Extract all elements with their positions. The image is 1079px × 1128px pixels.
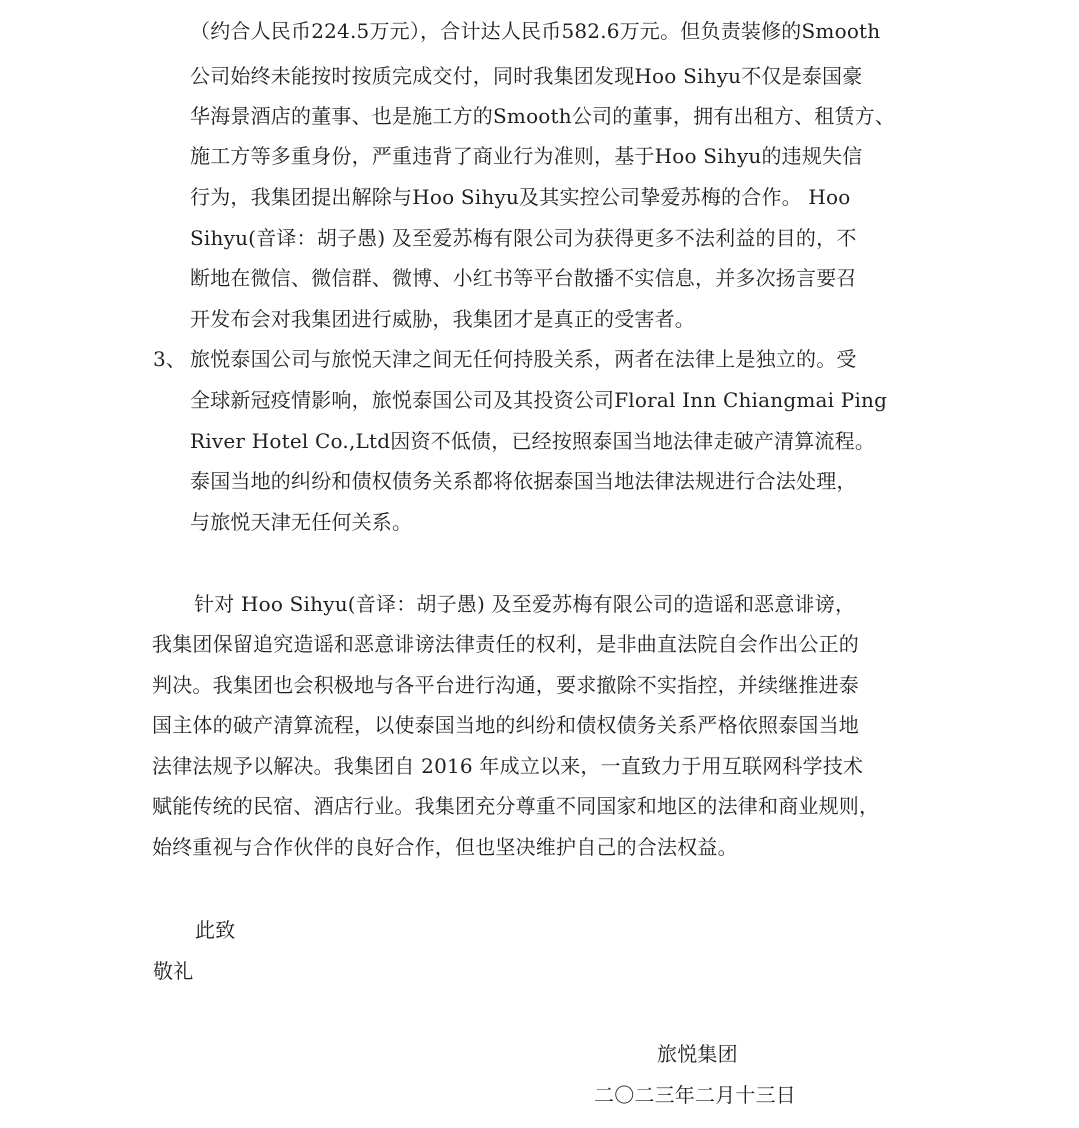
text-line: 法律法规予以解决。我集团自 2016 年成立以来，一直致力于用互联网科学技术 <box>152 754 864 778</box>
text-line: 判决。我集团也会积极地与各平台进行沟通，要求撤除不实指控，并续继推进泰 <box>152 673 859 697</box>
signature-organization: 旅悦集团 <box>657 1042 738 1066</box>
text-line: 华海景酒店的董事、也是施工方的Smooth公司的董事，拥有出租方、租赁方、 <box>190 104 896 128</box>
text-line: 始终重视与合作伙伴的良好合作，但也坚决维护自己的合法权益。 <box>152 835 738 859</box>
item-text-line: River Hotel Co.,Ltd因资不低债，已经按照泰国当地法律走破产清算流程。 <box>190 429 876 453</box>
text-line: 断地在微信、微信群、微博、小红书等平台散播不实信息，并多次扬言要召 <box>190 266 857 290</box>
closing-line-1: 此致 <box>195 918 236 942</box>
text-line: 公司始终未能按时按质完成交付，同时我集团发现Hoo Sihyu不仅是泰国豪 <box>190 64 863 88</box>
signature-date: 二〇二三年二月十三日 <box>594 1083 796 1107</box>
item-text-line: 与旅悦天津无任何关系。 <box>190 510 413 534</box>
text-line: 施工方等多重身份，严重违背了商业行为准则，基于Hoo Sihyu的违规失信 <box>190 144 863 168</box>
text-line: 行为，我集团提出解除与Hoo Sihyu及其实控公司挚爱苏梅的合作。 Hoo <box>190 185 851 209</box>
item-number: 3、 <box>153 347 187 371</box>
text-line: 我集团保留追究造谣和恶意诽谤法律责任的权利，是非曲直法院自会作出公正的 <box>152 632 859 656</box>
item-text-line: 全球新冠疫情影响，旅悦泰国公司及其投资公司Floral Inn Chiangmai Ping <box>190 388 888 412</box>
closing-line-2: 敬礼 <box>153 959 194 983</box>
item-text-line: 泰国当地的纠纷和债权债务关系都将依据泰国当地法律法规进行合法处理， <box>190 469 857 493</box>
text-line: （约合人民币224.5万元），合计达人民币582.6万元。但负责装修的Smooth <box>190 19 881 43</box>
text-line: 开发布会对我集团进行威胁，我集团才是真正的受害者。 <box>190 307 695 331</box>
item-text-line: 旅悦泰国公司与旅悦天津之间无任何持股关系，两者在法律上是独立的。受 <box>190 347 857 371</box>
text-line: 针对 Hoo Sihyu(音译：胡子愚) 及至爱苏梅有限公司的造谣和恶意诽谤， <box>194 592 856 616</box>
text-line: 赋能传统的民宿、酒店行业。我集团充分尊重不同国家和地区的法律和商业规则， <box>152 794 880 818</box>
text-line: Sihyu(音译：胡子愚) 及至爱苏梅有限公司为获得更多不法利益的目的，不 <box>190 226 857 250</box>
text-line: 国主体的破产清算流程，以使泰国当地的纠纷和债权债务关系严格依照泰国当地 <box>152 713 859 737</box>
